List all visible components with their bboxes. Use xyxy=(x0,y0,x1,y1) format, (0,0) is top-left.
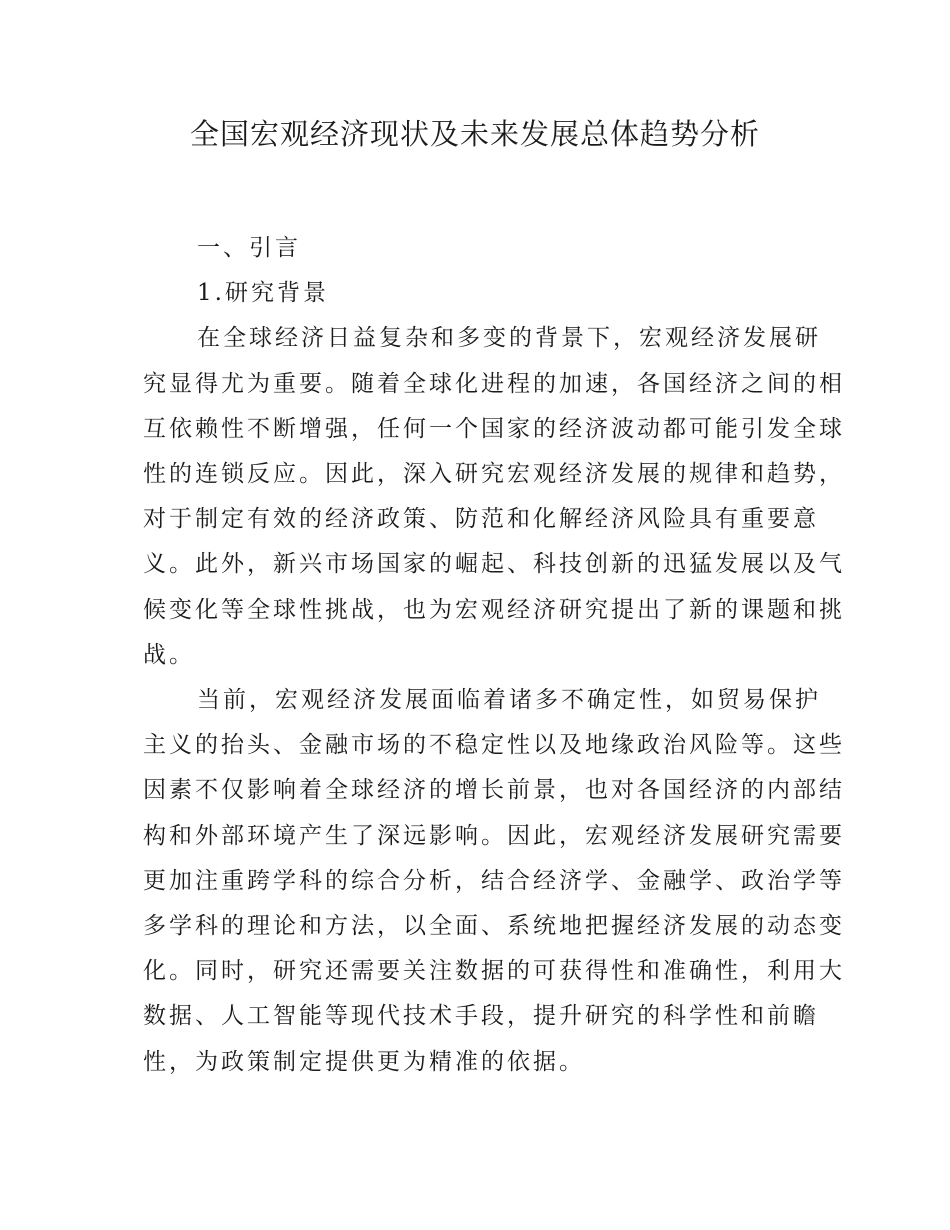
paragraph-line: 当前，宏观经济发展面临着诸多不确定性，如贸易保护 xyxy=(197,687,821,714)
paragraph-line: 数据、人工智能等现代技术手段，提升研究的科学性和前瞻 xyxy=(143,1003,819,1030)
document-title: 全国宏观经济现状及未来发展总体趋势分析 xyxy=(189,117,760,151)
paragraph-line: 性的连锁反应。因此，深入研究宏观经济发展的规律和趋势， xyxy=(143,461,845,488)
paragraph-line: 多学科的理论和方法，以全面、系统地把握经济发展的动态变 xyxy=(143,913,845,940)
document-body xyxy=(143,226,845,1085)
paragraph-line: 对于制定有效的经济政策、防范和化解经济风险具有重要意 xyxy=(143,506,819,533)
paragraph-line: 性，为政策制定提供更为精准的依据。 xyxy=(143,1048,585,1075)
paragraph-2 xyxy=(143,678,845,1085)
paragraph-line: 战。 xyxy=(143,641,195,668)
paragraph-line: 更加注重跨学科的综合分析，结合经济学、金融学、政治学等 xyxy=(143,867,845,894)
paragraph-line: 在全球经济日益复杂和多变的背景下，宏观经济发展研 xyxy=(197,325,821,352)
paragraph-line: 义。此外，新兴市场国家的崛起、科技创新的迅猛发展以及气 xyxy=(143,551,845,578)
paragraph-line: 主义的抬头、金融市场的不稳定性以及地缘政治风险等。这些 xyxy=(143,732,845,759)
paragraph-line: 因素不仅影响着全球经济的增长前景，也对各国经济的内部结 xyxy=(143,777,845,804)
paragraph-line: 候变化等全球性挑战，也为宏观经济研究提出了新的课题和挑 xyxy=(143,596,845,623)
section-heading: 一、引言 xyxy=(197,235,301,261)
paragraph-line: 构和外部环境产生了深远影响。因此，宏观经济发展研究需要 xyxy=(143,822,845,849)
paragraph-1 xyxy=(143,316,845,678)
subsection-heading: 1.研究背景 xyxy=(197,280,329,307)
paragraph-line: 互依赖性不断增强，任何一个国家的经济波动都可能引发全球 xyxy=(143,415,845,442)
paragraph-line: 究显得尤为重要。随着全球化进程的加速，各国经济之间的相 xyxy=(143,370,845,397)
paragraph-line: 化。同时，研究还需要关注数据的可获得性和准确性，利用大 xyxy=(143,958,845,985)
